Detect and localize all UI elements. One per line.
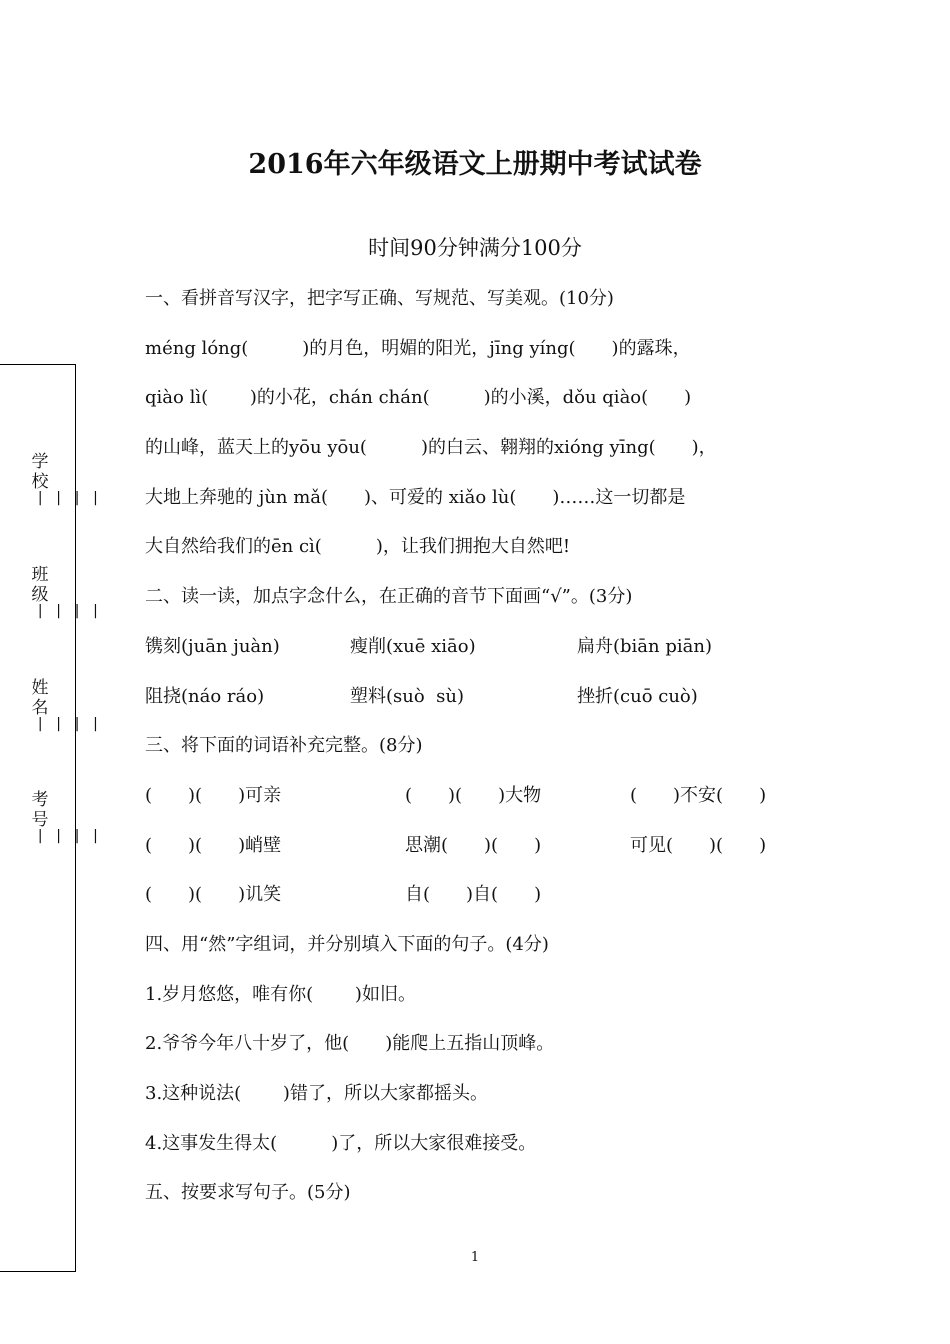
pinyin-choice: 塑料(suò sù) [350,685,464,707]
pinyin-passage-line: 大地上奔驰的 jùn mǎ( )、可爱的 xiǎo lù( )……这一切都是 [145,486,686,508]
pinyin-choice: 挫折(cuō cuò) [577,685,698,707]
section-4-heading: 四、用“然”字组词，并分别填入下面的句子。(4分) [145,933,549,955]
class-label: 班级 [31,565,49,605]
school-label: 学校 [31,452,49,492]
sentence-item: 4.这事发生得太( )了，所以大家很难接受。 [145,1132,537,1154]
idiom-blank: 自( )自( ) [405,884,542,906]
idiom-blank: ( )( )大物 [405,784,542,806]
exam-number-ticks: |||| [36,828,110,844]
pinyin-passage-line: méng lóng( )的月色，明媚的阳光，jīng yíng( )的露珠， [145,337,691,359]
class-ticks: |||| [36,603,110,619]
sentence-item: 1.岁月悠悠，唯有你( )如旧。 [145,983,416,1005]
name-ticks: |||| [36,716,110,732]
section-3-heading: 三、将下面的词语补充完整。(8分) [145,735,423,757]
exam-info: 时间90分钟满分100分 [368,236,582,260]
idiom-row [145,781,825,831]
pinyin-passage-line: qiào lì( )的小花，chán chán( )的小溪，dǒu qiào( ) [145,387,692,409]
section-5-heading: 五、按要求写句子。(5分) [145,1182,351,1204]
name-label: 姓名 [31,678,49,718]
exam-body [145,284,825,1228]
idiom-row [145,831,825,881]
sentence-item: 2.爷爷今年八十岁了，他( )能爬上五指山顶峰。 [145,1033,555,1055]
school-ticks: |||| [36,490,110,506]
pinyin-choice-row [145,632,825,682]
idiom-blank: ( )不安( ) [630,784,767,806]
sentence-item: 3.这种说法( )错了，所以大家都摇头。 [145,1083,488,1104]
idiom-blank: ( )( )峭壁 [145,834,282,856]
exam-number-label: 考号 [31,790,49,830]
pinyin-choice: 阻挠(náo ráo) [145,685,265,707]
section-1-heading: 一、看拼音写汉字，把字写正确、写规范、写美观。(10分) [145,288,614,309]
pinyin-passage-line: 大自然给我们的ēn cì( )，让我们拥抱大自然吧! [145,536,571,558]
pinyin-choice: 瘦削(xuē xiāo) [350,635,476,657]
pinyin-choice: 扁舟(biān piān) [577,635,712,657]
page-title: 2016年六年级语文上册期中考试试卷 [248,149,702,180]
pinyin-passage-line: 的山峰，蓝天上的yōu yōu( )的白云、翱翔的xióng yīng( )， [145,437,717,459]
idiom-blank: 可见( )( ) [630,834,767,856]
idiom-blank: ( )( )讥笑 [145,884,282,906]
idiom-row [145,880,825,930]
idiom-blank: ( )( )可亲 [145,784,282,806]
page-number: 1 [470,1250,480,1265]
idiom-blank: 思潮( )( ) [405,834,542,856]
pinyin-choice: 镌刻(juān juàn) [145,635,280,657]
pinyin-choice-row [145,682,825,732]
section-2-heading: 二、读一读，加点字念什么，在正确的音节下面画“√”。(3分) [145,586,633,608]
